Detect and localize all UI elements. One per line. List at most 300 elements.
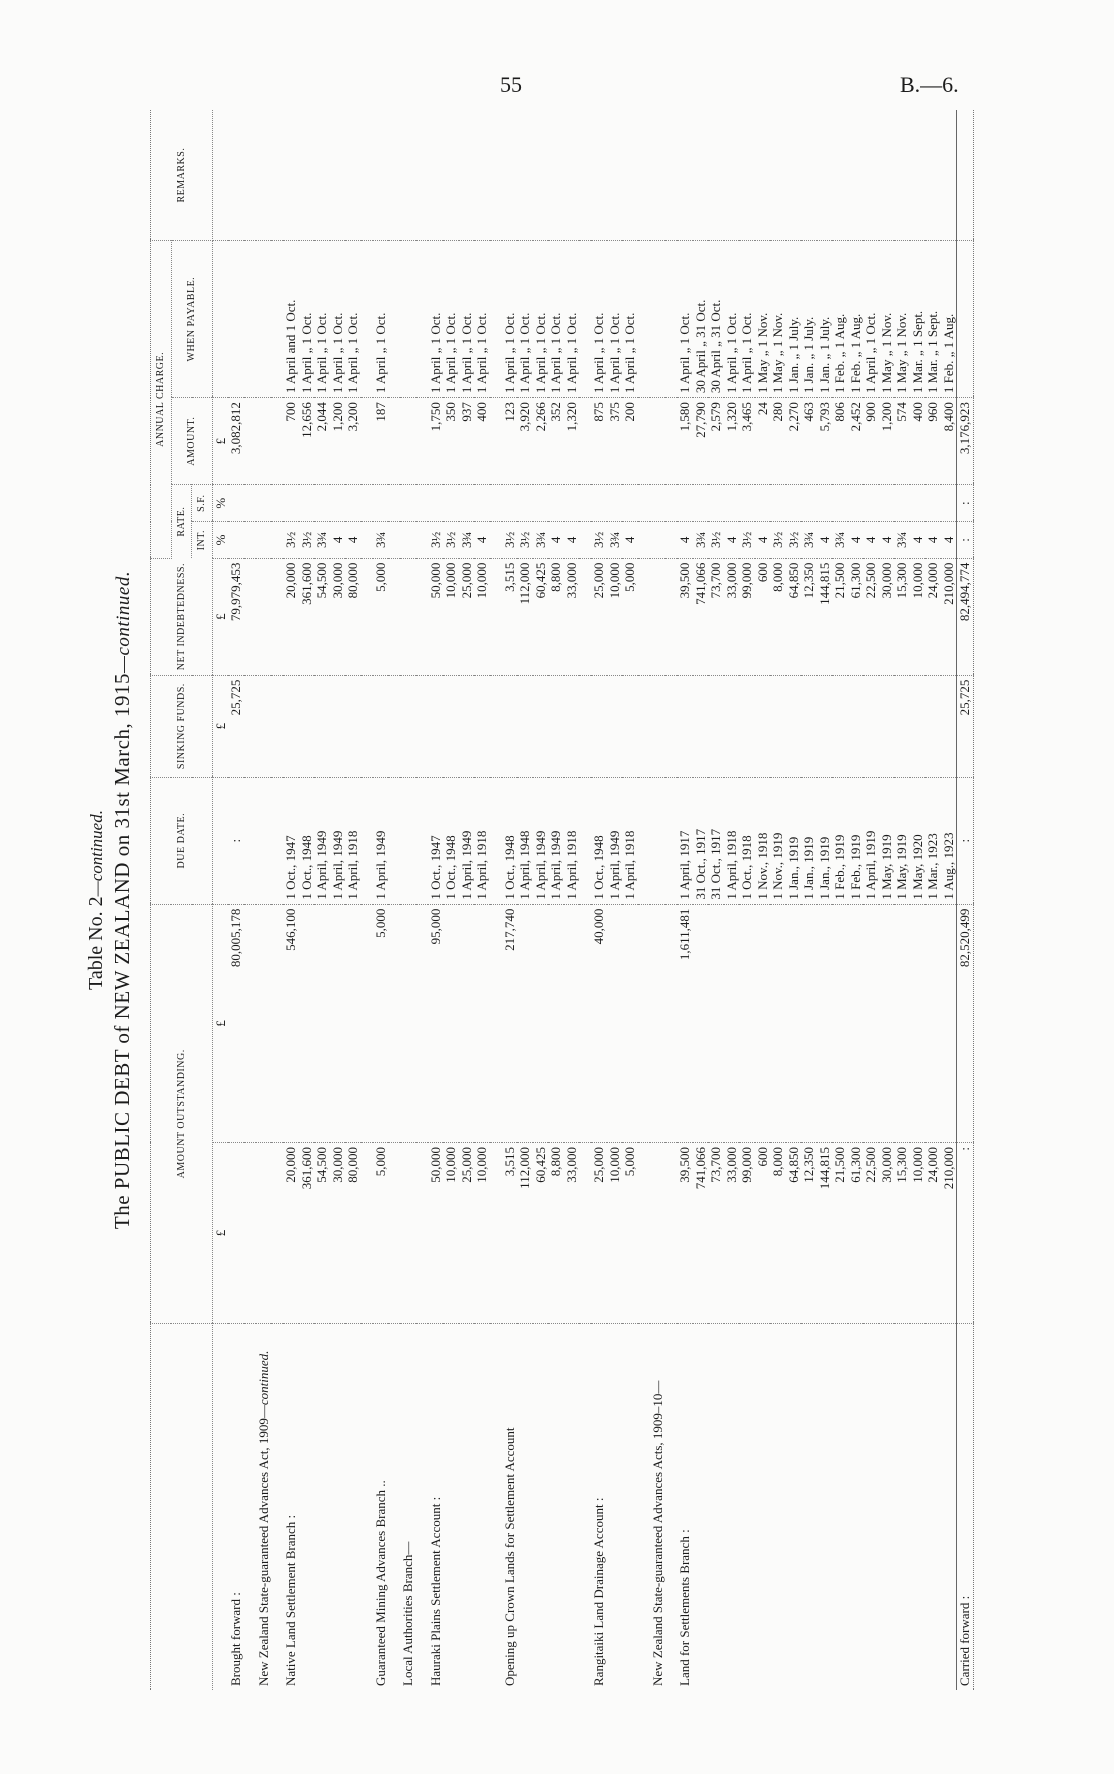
group-total (894, 904, 910, 1142)
unit-percent: % (212, 522, 228, 559)
empty-cell (650, 558, 666, 675)
interest-rate: 3¾ (373, 522, 389, 559)
group-total (708, 904, 724, 1142)
remarks (801, 110, 817, 241)
remarks (925, 110, 941, 241)
amount-outstanding: 144,815 (817, 1143, 833, 1324)
table-row (474, 110, 490, 1690)
sf-rate (502, 485, 518, 522)
interest-rate: 3¾ (832, 522, 848, 559)
annual-amount: 700 (283, 398, 299, 485)
header-sinking-funds: SINKING FUNDS. (151, 675, 213, 777)
due-date: 1 April, 1917 (677, 777, 693, 904)
table-row (724, 110, 740, 1690)
header-when-payable: WHEN PAYABLE. (171, 241, 212, 398)
amount-outstanding: 99,000 (739, 1143, 755, 1324)
group-total: 217,740 (502, 904, 518, 1142)
amount-outstanding: 112,000 (517, 1143, 533, 1324)
amount-outstanding: 25,000 (459, 1143, 475, 1324)
group-total (879, 904, 895, 1142)
table-row (817, 110, 833, 1690)
section-label-cell (801, 1324, 817, 1691)
interest-rate: 4 (910, 522, 926, 559)
table-row (801, 110, 817, 1690)
due-date: 1 Oct., 1947 (283, 777, 299, 904)
when-payable: 1 April „ 1 Oct. (443, 241, 459, 398)
leader-dots: .. (372, 1480, 388, 1487)
annual-amount: 1,200 (879, 398, 895, 485)
unit-pound: £ (212, 558, 228, 675)
annual-amount: 875 (591, 398, 607, 485)
interest-rate: 3¾ (801, 522, 817, 559)
remarks (607, 110, 623, 241)
leader-dots: : (427, 1496, 443, 1501)
when-payable: 1 April „ 1 Oct. (622, 241, 638, 398)
empty-cell (256, 485, 272, 522)
remarks (330, 110, 346, 241)
sf-rate (832, 485, 848, 522)
due-date: 1 April, 1918 (724, 777, 740, 904)
sf-rate (863, 485, 879, 522)
remarks (283, 110, 299, 241)
annual-amount: 280 (770, 398, 786, 485)
interest-rate: 4 (724, 522, 740, 559)
unit-pound: £ (212, 1143, 228, 1324)
section-label-cell (373, 1324, 389, 1691)
empty-cell (400, 241, 416, 398)
remarks (564, 110, 580, 241)
amount-outstanding: 20,000 (283, 1143, 299, 1324)
annual-amount: 574 (894, 398, 910, 485)
remarks (299, 110, 315, 241)
sinking-fund (817, 675, 833, 777)
amount-outstanding: 10,000 (474, 1143, 490, 1324)
empty-cell (650, 241, 666, 398)
sinking-fund (345, 675, 361, 777)
net-indebtedness: 22,500 (863, 558, 879, 675)
header-remarks: REMARKS. (151, 110, 213, 241)
when-payable: 30 April „ 31 Oct. (693, 241, 709, 398)
due-date: 1 Mar., 1923 (925, 777, 941, 904)
due-date: 1 Nov., 1918 (755, 777, 771, 904)
sinking-fund (848, 675, 864, 777)
interest-rate: 4 (848, 522, 864, 559)
amount-outstanding: 21,500 (832, 1143, 848, 1324)
amount-outstanding: 33,000 (724, 1143, 740, 1324)
remarks (693, 110, 709, 241)
public-debt-table (150, 110, 974, 1690)
due-date: 1 Oct., 1948 (502, 777, 518, 904)
group-total: 95,000 (428, 904, 444, 1142)
section-label-cell (400, 1324, 416, 1691)
group-total (548, 904, 564, 1142)
interest-rate: 3½ (591, 522, 607, 559)
when-payable: 30 April „ 31 Oct. (708, 241, 724, 398)
interest-rate: 3½ (502, 522, 518, 559)
interest-rate: 3½ (428, 522, 444, 559)
amount-outstanding: 10,000 (607, 1143, 623, 1324)
remarks (879, 110, 895, 241)
group-total: 40,000 (591, 904, 607, 1142)
annual-amount: 960 (925, 398, 941, 485)
when-payable: 1 April „ 1 Oct. (474, 241, 490, 398)
empty-cell (650, 675, 666, 777)
interest-rate: 4 (345, 522, 361, 559)
table-row (786, 110, 802, 1690)
unit-pound: £ (212, 398, 228, 485)
sinking-fund (739, 675, 755, 777)
net-indebtedness: 24,000 (925, 558, 941, 675)
empty-cell (400, 558, 416, 675)
spacer-row (579, 110, 591, 1690)
annual-amount: 2,044 (314, 398, 330, 485)
empty-cell (256, 675, 272, 777)
net-indebtedness: 21,500 (832, 558, 848, 675)
annual-amount: 2,270 (786, 398, 802, 485)
annual-amount: 1,320 (564, 398, 580, 485)
section-label-cell (848, 1324, 864, 1691)
spacer-row (388, 110, 400, 1690)
net-indebtedness: 10,000 (474, 558, 490, 675)
group-total (607, 904, 623, 1142)
sf-rate (910, 485, 926, 522)
section-label: Rangitaiki Land Drainage Account (591, 1504, 606, 1686)
sf-rate (591, 485, 607, 522)
when-payable: 1 April „ 1 Oct. (345, 241, 361, 398)
brought-forward-amount: 80,005,178 (228, 904, 244, 1142)
due-date: 1 April, 1918 (622, 777, 638, 904)
when-payable: 1 April „ 1 Oct. (428, 241, 444, 398)
net-indebtedness: 8,800 (548, 558, 564, 675)
empty-cell (650, 904, 666, 1142)
amount-outstanding: 600 (755, 1143, 771, 1324)
section-label-cell (863, 1324, 879, 1691)
interest-rate: 4 (755, 522, 771, 559)
amount-outstanding: 24,000 (925, 1143, 941, 1324)
interest-rate: 3½ (283, 522, 299, 559)
sinking-fund (832, 675, 848, 777)
when-payable: 1 Feb. „ 1 Aug. (941, 241, 957, 398)
sinking-fund (591, 675, 607, 777)
table-row (755, 110, 771, 1690)
sinking-fund (517, 675, 533, 777)
sinking-fund (677, 675, 693, 777)
section-label-cell (564, 1324, 580, 1691)
unit-pound: £ (212, 904, 228, 1142)
remarks (591, 110, 607, 241)
section-label: New Zealand State-guaranteed Advances Acts, 1909–10— (649, 1380, 665, 1686)
net-indebtedness: 15,300 (894, 558, 910, 675)
remarks (910, 110, 926, 241)
section-label-cell (739, 1324, 755, 1691)
units-row (212, 110, 228, 1690)
net-indebtedness: 10,000 (910, 558, 926, 675)
section-label-cell (314, 1324, 330, 1691)
when-payable: 1 April „ 1 Oct. (533, 241, 549, 398)
remarks (677, 110, 693, 241)
remarks (373, 110, 389, 241)
section-label-cell (650, 1324, 666, 1691)
when-payable: 1 Mar. „ 1 Sept. (925, 241, 941, 398)
remarks (517, 110, 533, 241)
table-row (330, 110, 346, 1690)
amount-outstanding: 39,500 (677, 1143, 693, 1324)
remarks (832, 110, 848, 241)
sinking-fund (708, 675, 724, 777)
section-label: Opening up Crown Lands for Settlement Account (501, 1427, 517, 1686)
empty-cell (256, 241, 272, 398)
brought-forward-label: Brought forward (228, 1598, 243, 1686)
due-date: 31 Oct., 1917 (708, 777, 724, 904)
sf-rate (786, 485, 802, 522)
section-label-cell (879, 1324, 895, 1691)
spacer-row (244, 110, 256, 1690)
section-label-cell (607, 1324, 623, 1691)
sf-rate (941, 485, 957, 522)
remarks (314, 110, 330, 241)
sinking-fund (299, 675, 315, 777)
sinking-fund (925, 675, 941, 777)
remarks (548, 110, 564, 241)
interest-rate: 4 (817, 522, 833, 559)
group-total: 1,611,481 (677, 904, 693, 1142)
when-payable: 1 May „ 1 Nov. (894, 241, 910, 398)
sf-rate (925, 485, 941, 522)
carried-forward-sinking: 25,725 (957, 675, 974, 777)
table-row (708, 110, 724, 1690)
interest-rate: 3½ (299, 522, 315, 559)
net-indebtedness: 25,000 (459, 558, 475, 675)
sf-rate (428, 485, 444, 522)
section-label-cell (677, 1324, 693, 1691)
empty-cell (650, 1143, 666, 1324)
when-payable: 1 Jan. „ 1 July. (801, 241, 817, 398)
sf-rate (314, 485, 330, 522)
sf-rate (894, 485, 910, 522)
table-row (533, 110, 549, 1690)
net-indebtedness: 112,000 (517, 558, 533, 675)
empty-cell (400, 904, 416, 1142)
net-indebtedness: 30,000 (330, 558, 346, 675)
net-indebtedness: 5,000 (622, 558, 638, 675)
empty-cell (400, 110, 416, 241)
table-row (373, 110, 389, 1690)
section-label-cell (548, 1324, 564, 1691)
table-row (314, 110, 330, 1690)
sinking-fund (373, 675, 389, 777)
sf-rate (607, 485, 623, 522)
group-total (817, 904, 833, 1142)
sinking-fund (724, 675, 740, 777)
amount-outstanding: 8,000 (770, 1143, 786, 1324)
annual-amount: 12,656 (299, 398, 315, 485)
due-date: 1 April, 1949 (548, 777, 564, 904)
remarks (443, 110, 459, 241)
when-payable: 1 April „ 1 Oct. (607, 241, 623, 398)
sinking-fund (941, 675, 957, 777)
group-total (517, 904, 533, 1142)
section-heading-row (400, 110, 416, 1690)
amount-outstanding: 25,000 (591, 1143, 607, 1324)
table-row (677, 110, 693, 1690)
amount-outstanding: 8,800 (548, 1143, 564, 1324)
table-row (443, 110, 459, 1690)
sinking-fund (755, 675, 771, 777)
group-total (832, 904, 848, 1142)
when-payable: 1 Jan. „ 1 July. (786, 241, 802, 398)
when-payable: 1 April „ 1 Oct. (314, 241, 330, 398)
interest-rate: 3¾ (459, 522, 475, 559)
when-payable: 1 May „ 1 Nov. (879, 241, 895, 398)
amount-outstanding: 741,066 (693, 1143, 709, 1324)
remarks (941, 110, 957, 241)
sinking-fund (879, 675, 895, 777)
section-label-cell (910, 1324, 926, 1691)
when-payable: 1 April „ 1 Oct. (330, 241, 346, 398)
table-row (832, 110, 848, 1690)
remarks (724, 110, 740, 241)
page-number: 55 (500, 72, 522, 97)
due-date: 1 May, 1920 (910, 777, 926, 904)
group-total (925, 904, 941, 1142)
due-date: 1 April, 1919 (863, 777, 879, 904)
sf-rate (373, 485, 389, 522)
due-date: 1 April, 1949 (607, 777, 623, 904)
section-label-cell (708, 1324, 724, 1691)
group-total (910, 904, 926, 1142)
group-total (345, 904, 361, 1142)
amount-outstanding: 210,000 (941, 1143, 957, 1324)
annual-amount: 3,200 (345, 398, 361, 485)
annual-amount: 463 (801, 398, 817, 485)
net-indebtedness: 20,000 (283, 558, 299, 675)
empty-cell (650, 777, 666, 904)
group-total: 5,000 (373, 904, 389, 1142)
due-date: 1 Oct., 1948 (443, 777, 459, 904)
section-label-cell (894, 1324, 910, 1691)
header-sf: S.F. (192, 485, 213, 522)
header-rate: RATE. (171, 485, 192, 559)
carried-forward-net: 82,494,774 (957, 558, 974, 675)
header-due-date: DUE DATE. (151, 777, 213, 904)
due-date: 1 April, 1949 (314, 777, 330, 904)
table-row (299, 110, 315, 1690)
empty-cell (256, 558, 272, 675)
net-indebtedness: 99,000 (739, 558, 755, 675)
table-row (548, 110, 564, 1690)
section-label-cell (925, 1324, 941, 1691)
annual-amount: 375 (607, 398, 623, 485)
net-indebtedness: 361,600 (299, 558, 315, 675)
sf-rate (693, 485, 709, 522)
sf-rate (564, 485, 580, 522)
net-indebtedness: 741,066 (693, 558, 709, 675)
section-label-cell (693, 1324, 709, 1691)
sf-rate (474, 485, 490, 522)
amount-outstanding: 54,500 (314, 1143, 330, 1324)
empty-cell (400, 398, 416, 485)
group-total (755, 904, 771, 1142)
header-net-indebtedness: NET INDEBTEDNESS. (151, 558, 213, 675)
sf-rate (724, 485, 740, 522)
sinking-fund (607, 675, 623, 777)
annual-amount: 2,452 (848, 398, 864, 485)
section-label-cell (283, 1324, 299, 1691)
sinking-fund (786, 675, 802, 777)
group-total: 546,100 (283, 904, 299, 1142)
group-total (330, 904, 346, 1142)
when-payable: 1 April „ 1 Oct. (517, 241, 533, 398)
header-annual-charge: ANNUAL CHARGE. (151, 241, 172, 559)
section-label-cell (330, 1324, 346, 1691)
sinking-fund (894, 675, 910, 777)
group-total (622, 904, 638, 1142)
brought-forward-net: 79,979,453 (228, 558, 244, 675)
empty-cell (256, 398, 272, 485)
table-row (910, 110, 926, 1690)
sf-rate (817, 485, 833, 522)
sf-rate (879, 485, 895, 522)
when-payable: 1 April „ 1 Oct. (564, 241, 580, 398)
group-total (724, 904, 740, 1142)
annual-amount: 2,266 (533, 398, 549, 485)
sf-rate (330, 485, 346, 522)
table-row (894, 110, 910, 1690)
carried-forward-amount: 82,520,499 (957, 904, 974, 1142)
net-indebtedness: 54,500 (314, 558, 330, 675)
empty-cell (650, 485, 666, 522)
table-row (502, 110, 518, 1690)
due-date: 1 Feb., 1919 (848, 777, 864, 904)
sf-rate (801, 485, 817, 522)
net-indebtedness: 73,700 (708, 558, 724, 675)
sf-rate (459, 485, 475, 522)
annual-amount: 937 (459, 398, 475, 485)
sinking-fund (533, 675, 549, 777)
when-payable: 1 April „ 1 Oct. (299, 241, 315, 398)
sinking-fund (863, 675, 879, 777)
net-indebtedness: 10,000 (443, 558, 459, 675)
table-row (283, 110, 299, 1690)
section-label-cell (299, 1324, 315, 1691)
amount-outstanding: 5,000 (622, 1143, 638, 1324)
rotated-table-frame (85, 110, 972, 1690)
net-indebtedness: 5,000 (373, 558, 389, 675)
title-block (85, 110, 135, 1690)
when-payable: 1 April and 1 Oct. (283, 241, 299, 398)
section-label-cell (428, 1324, 444, 1691)
empty-cell (650, 522, 666, 559)
group-total (786, 904, 802, 1142)
carried-forward-body (957, 110, 974, 1690)
net-indebtedness: 12,350 (801, 558, 817, 675)
sinking-fund (801, 675, 817, 777)
carried-forward-annual: 3,176,923 (957, 398, 974, 485)
net-indebtedness: 210,000 (941, 558, 957, 675)
brought-forward-annual: 3,082,812 (228, 398, 244, 485)
remarks (622, 110, 638, 241)
table-row (459, 110, 475, 1690)
interest-rate: 3½ (443, 522, 459, 559)
interest-rate: 4 (677, 522, 693, 559)
empty-cell (256, 522, 272, 559)
empty-cell (400, 675, 416, 777)
sf-rate (548, 485, 564, 522)
unit-percent: % (212, 485, 228, 522)
group-total (459, 904, 475, 1142)
remarks (459, 110, 475, 241)
sf-rate (677, 485, 693, 522)
